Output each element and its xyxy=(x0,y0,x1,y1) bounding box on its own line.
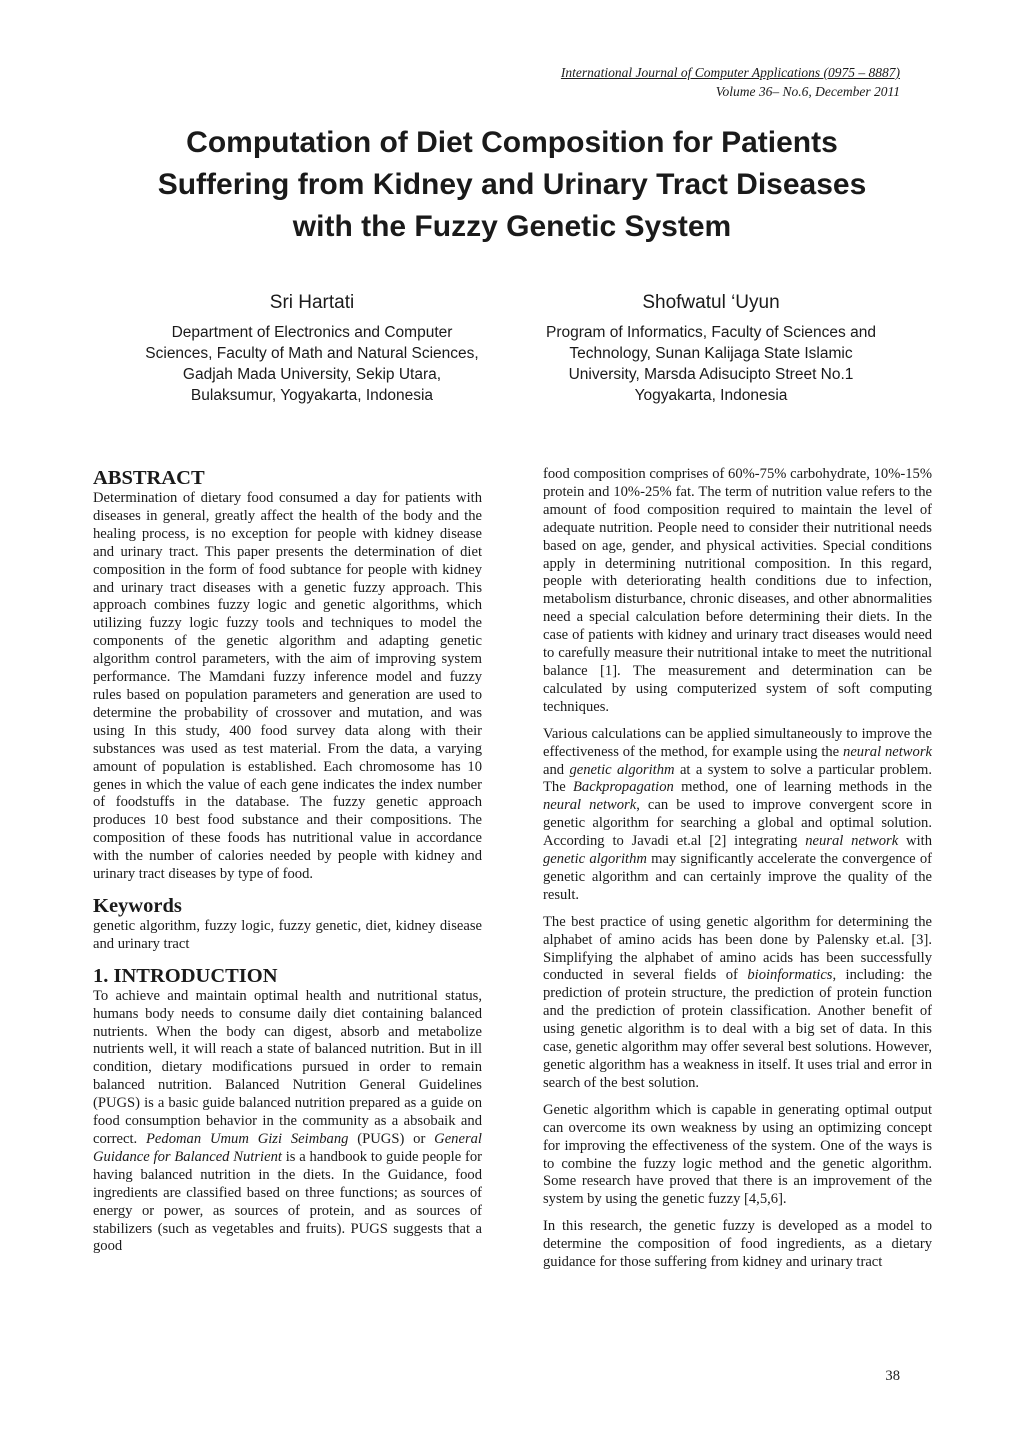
affiliation-line: Sciences, Faculty of Math and Natural Sciences, xyxy=(145,345,479,362)
intro-paragraph-5: Genetic algorithm which is capable in generating optimal output can overcome its own weakness by using an optimizing concept for improving the effectiveness of the system. One of the ways is to combine the fuzzy logic method and the genetic algorithm. Some research have proved that there is an improvement of the system by using the genetic fuzzy [4,5,6]. xyxy=(543,1101,932,1208)
author-name: Sri Hartati xyxy=(269,292,355,313)
author-affiliation xyxy=(511,322,911,406)
title-line: with the Fuzzy Genetic System xyxy=(292,210,732,243)
author-block-1 xyxy=(112,290,512,406)
affiliation-line: Yogyakarta, Indonesia xyxy=(634,387,788,404)
paper-title xyxy=(0,122,1024,248)
journal-header xyxy=(561,63,900,101)
keywords-heading: Keywords xyxy=(93,894,182,917)
affiliation-line: Department of Electronics and Computer xyxy=(171,324,453,341)
affiliation-line: University, Marsda Adisucipto Street No.1 xyxy=(568,366,854,383)
intro-paragraph-3: Various calculations can be applied simultaneously to improve the effectiveness of the method, for example using the neural network and genetic algorithm at a system to solve a particular problem. The Backpropagation method, one of learning methods in the neural network, can be used to improve convergent score in genetic algorithm for searching a global and optimal solution. According to Javadi et.al [2] integrating neural network with genetic algorithm may significantly accelerate the convergence of genetic algorithm and can certainly improve the quality of the result. xyxy=(543,725,933,903)
keywords-text: genetic algorithm, fuzzy logic, fuzzy genetic, diet, kidney disease and urinary tract xyxy=(93,917,482,952)
intro-paragraph-1: To achieve and maintain optimal health and nutritional status, humans body needs to consume daily diet containing balanced nutrients. When the body can digest, absorb and metabolize nutrients well, it will reach a state of balanced nutrition. But in ill condition, dietary modifications pursued in order to remain balanced nutrition. Balanced Nutrition General Guidelines (PUGS) is a basic guide balanced nutrition prepared as a guide on food consumption behavior in the community as a absobaik and correct. Pedoman Umum Gizi Seimbang (PUGS) or General Guidance for Balanced Nutrient is a handbook to guide people for having balanced nutrition in the diets. In the Guidance, food ingredients are classified based on three functions; as sources of energy or power, as sources of protein, and as sources of stabilizers (such as vegetables and fruits). PUGS suggests that a good xyxy=(93,987,482,1255)
affiliation-line: Bulaksumur, Yogyakarta, Indonesia xyxy=(190,387,434,404)
title-line: Suffering from Kidney and Urinary Tract Diseases xyxy=(157,168,867,201)
left-column xyxy=(93,466,482,1256)
intro-paragraph-4: The best practice of using genetic algorithm for determining the alphabet of amino acids has been done by Palensky et.al. [3]. Simplifying the alphabet of amino acids has been successfully conducted in several fields of bioinformatics, including: the prediction of protein structure, the prediction of protein function and the prediction of protein classification. Another benefit of using genetic algorithm is to deal with a big set of data. In this case, genetic algorithm may offer several best solutions. However, genetic algorithm has a weakness in itself. It uses trial and error in search of the best solution. xyxy=(543,913,932,1091)
intro-paragraph-6: In this research, the genetic fuzzy is developed as a model to determine the composition of food ingredients, as a dietary guidance for those suffering from kidney and urinary tract xyxy=(543,1218,932,1271)
affiliation-line: Technology, Sunan Kalijaga State Islamic xyxy=(569,345,853,362)
author-block-2 xyxy=(511,290,911,406)
author-name: Shofwatul ‘Uyun xyxy=(642,292,780,313)
right-column xyxy=(543,466,932,1272)
page-number: 38 xyxy=(885,1368,900,1384)
affiliation-line: Gadjah Mada University, Sekip Utara, xyxy=(182,366,442,383)
abstract-text: Determination of dietary food consumed a day for patients with diseases in general, greatly affect the health of the body and the healing process, is no exception for people with kidney disease and urinary tract. This paper presents the determination of diet composition in the form of food subtance for people with kidney and urinary tract diseases with a genetic fuzzy approach. This approach combines fuzzy logic and genetic algorithms, which utilizing fuzzy logic fuzzy tools and techniques to model the components of the genetic algorithm and adapting genetic algorithm control parameters, with the aim of improving system performance. The Mamdani fuzzy inference model and fuzzy rules based on population parameters and generation are used to determine the probability of crossover and mutation, and was using In this study, 400 food survey data along with their substances was used as test material. From the data, a varying amount of population is established. Each chromosome has 10 genes in which the value of each gene indicates the index number of foodstuffs in the database. The fuzzy genetic approach produces 10 best food substance and their compositions. The composition of these foods has nutritional value in accordance with the number of calories needed by people with kidney and urinary tract diseases by type of food. xyxy=(93,490,482,883)
abstract-heading: ABSTRACT xyxy=(93,467,205,489)
introduction-heading: 1. INTRODUCTION xyxy=(93,964,278,987)
journal-volume: Volume 36– No.6, December 2011 xyxy=(715,84,900,99)
title-line: Computation of Diet Composition for Patients xyxy=(186,126,838,159)
author-affiliation xyxy=(112,322,512,406)
intro-paragraph-2: food composition comprises of 60%-75% carbohydrate, 10%-15% protein and 10%-25% fat. The term of nutrition value refers to the amount of food composition required to maintain the level of adequate nutrition. People need to consider their nutritional needs based on age, gender, and physical activities. Special conditions apply in determining nutritional composition. In this regard, people with deteriorating health conditions due to infection, metabolism disturbance, chronic diseases, and other abnormalities need a special calculation before determining their diets. In the case of patients with kidney and urinary tract diseases would need to carefully measure their nutritional intake to meet the nutritional balance [1]. The measurement and determination can be calculated by using computerized system of soft computing techniques. xyxy=(543,466,932,715)
affiliation-line: Program of Informatics, Faculty of Sciences and xyxy=(546,324,876,341)
journal-name: International Journal of Computer Applications (0975 – 8887) xyxy=(560,65,900,80)
